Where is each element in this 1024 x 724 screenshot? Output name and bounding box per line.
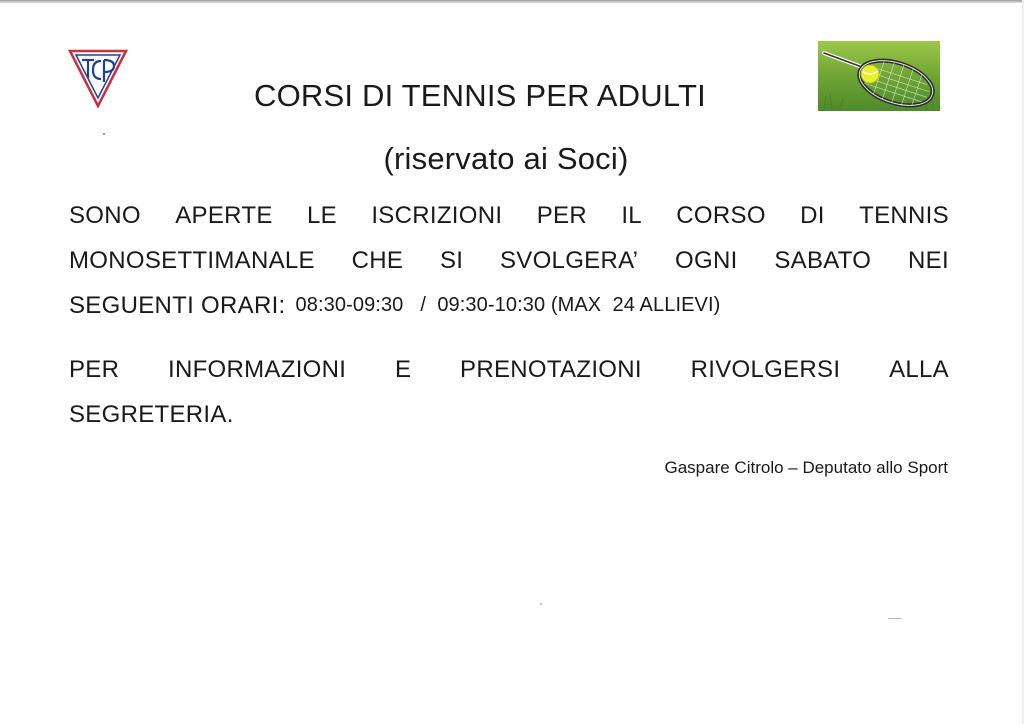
- word: SI: [439, 247, 464, 274]
- word: INFORMAZIONI: [167, 356, 347, 383]
- word: NEI: [908, 247, 949, 274]
- word: SVOLGERA’: [499, 247, 639, 274]
- word: PRENOTAZIONI: [460, 356, 642, 383]
- paragraph-line: [69, 392, 949, 437]
- word: CORSO: [676, 202, 766, 229]
- schedule-times: 08:30-09:30 / 09:30-10:30 (MAX 24 ALLIEVI): [295, 294, 721, 316]
- word: SONO: [69, 202, 141, 229]
- paragraph-line: [69, 193, 949, 238]
- word: TENNIS: [859, 202, 949, 229]
- word: PER: [69, 356, 120, 383]
- enrollment-paragraph: [69, 193, 949, 328]
- scan-top-edge: [0, 0, 1024, 3]
- word: CHE: [351, 247, 404, 274]
- paragraph-line: [69, 238, 949, 283]
- page-subtitle: (riservato ai Soci): [383, 141, 629, 176]
- word: ISCRIZIONI: [371, 202, 503, 229]
- word: OGNI: [675, 247, 738, 274]
- word: ALLA: [889, 356, 949, 383]
- word: LE: [307, 202, 337, 229]
- word: E: [394, 356, 412, 383]
- paragraph-line: [69, 347, 949, 392]
- word: IL: [621, 202, 642, 229]
- scan-speck: [103, 133, 105, 135]
- word: MONOSETTIMANALE: [69, 247, 315, 274]
- word: SABATO: [774, 247, 872, 274]
- signature: Gaspare Citrolo – Deputato allo Sport: [664, 458, 948, 477]
- scan-speck: [888, 618, 902, 619]
- word: SEGRETERIA.: [69, 401, 234, 428]
- word: PER: [536, 202, 587, 229]
- schedule-label: SEGUENTI ORARI:: [69, 292, 286, 319]
- word: DI: [800, 202, 825, 229]
- word: RIVOLGERSI: [690, 356, 841, 383]
- page-title: CORSI DI TENNIS PER ADULTI: [254, 78, 706, 113]
- scan-speck: [540, 603, 542, 605]
- word: APERTE: [175, 202, 273, 229]
- contact-paragraph: [69, 347, 949, 437]
- schedule-line: [69, 283, 949, 328]
